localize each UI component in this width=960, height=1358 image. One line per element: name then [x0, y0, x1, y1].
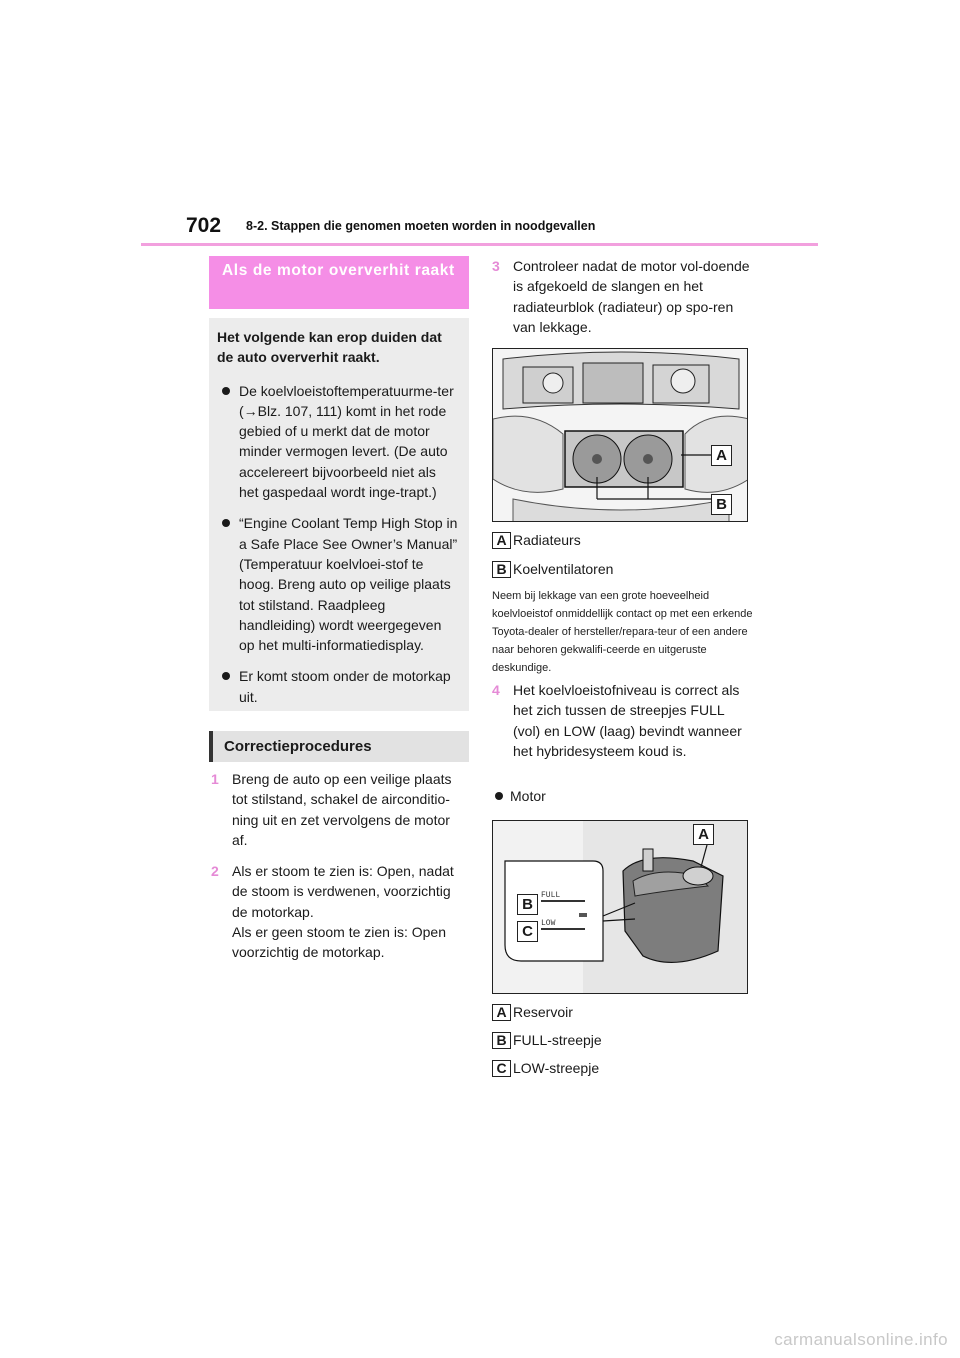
step-3-body [492, 256, 754, 337]
legend-text: Koelventilatoren [513, 561, 614, 577]
full-mark-text: FULL [541, 891, 561, 900]
procedure-steps [211, 769, 469, 974]
legend-badge: B [492, 1032, 511, 1049]
bullet-text: Er komt stoom onder de motorkap uit. [239, 668, 451, 705]
step-4 [492, 680, 754, 772]
leak-note: Neem bij lekkage van een grote hoeveelheid koelvloeistof onmiddellijk contact op met een erkende Toyota-dealer of hersteller/repara-teur of een andere naar behoren gekwalifi-ceerde en uitgeruste deskundige. [492, 590, 753, 674]
radiator-illustration [492, 348, 748, 522]
watermark: carmanualsonline.info [774, 1330, 948, 1349]
legend-item [492, 1030, 602, 1050]
bullet-text: Motor [510, 788, 546, 804]
step-number: 1 [211, 771, 219, 787]
step-2 [211, 861, 469, 922]
engine-bay-drawing [493, 349, 748, 522]
bullet-icon [222, 672, 230, 680]
label-a: A [693, 824, 714, 845]
procedures-heading: Correctieprocedures [209, 731, 469, 762]
bullet-icon [222, 387, 230, 395]
step-number: 3 [492, 258, 500, 274]
legend-badge: B [492, 561, 511, 578]
list-item [217, 513, 459, 655]
header-divider [141, 243, 818, 246]
step-text: Breng de auto op een veilige plaats tot stilstand, schakel de airconditio-ning uit en zet vervolgens de motor af. [232, 771, 452, 848]
step-1 [211, 769, 469, 850]
list-item [217, 381, 459, 503]
step-text: Controleer nadat de motor vol-doende is afgekoeld de slangen en het radiateurblok (radiateur) op spo-ren van lekkage. [513, 258, 750, 335]
reservoir-illustration [492, 820, 748, 994]
list-item [217, 666, 459, 707]
step-text: Als er stoom te zien is: Open, nadat de stoom is verdwenen, voorzichtig de motorkap. [232, 863, 454, 920]
label-b: B [711, 494, 732, 515]
legend-badge: A [492, 1004, 511, 1021]
symptoms-panel [209, 318, 469, 711]
step-3 [492, 256, 754, 348]
legend-text: LOW-streepje [513, 1060, 600, 1076]
legend-item [492, 530, 581, 550]
legend-badge: C [492, 1060, 511, 1077]
symptoms-intro: Het volgende kan erop duiden dat de auto oververhit raakt. [217, 329, 442, 366]
legend-text: FULL-streepje [513, 1032, 602, 1048]
legend-item [492, 1002, 573, 1022]
legend-text: Reservoir [513, 1004, 573, 1020]
chapter-title: 8-2. Stappen die genomen moeten worden in noodgevallen [246, 219, 596, 233]
bullet-text: De koelvloeistoftemperatuurme-ter (→Blz. 107, 111) komt in het rode gebied of u merkt dat de motor minder vermogen levert. (De auto accelereert bijvoorbeeld niet als het gaspedaal wordt inge-trapt.) [239, 382, 454, 501]
list-item [492, 786, 546, 806]
page-number: 702 [186, 214, 222, 237]
label-b: B [517, 894, 538, 915]
legend-text: Radiateurs [513, 532, 581, 548]
legend-badge: A [492, 532, 511, 549]
bullet-text: “Engine Coolant Temp High Stop in a Safe Place See Owner’s Manual” (Temperatuur koelvloei-stof te hoog. Breng auto op veilige plaats tot stilstand. Raadpleeg handleiding) wordt weergegeven op het multi-informatiedisplay. [239, 515, 458, 654]
label-a: A [711, 445, 732, 466]
step-text: Het koelvloeistofniveau is correct als het zich tussen de streepjes FULL (vol) en LOW (laag) bevindt wanneer het hybridesysteem koud is. [513, 682, 742, 759]
label-c: C [517, 921, 538, 942]
step-2-alt [211, 922, 469, 963]
step-4-body [492, 680, 754, 761]
low-mark-text: LOW [541, 919, 556, 928]
legend-item [492, 559, 613, 579]
step-number: 2 [211, 863, 219, 880]
bullet-icon [222, 519, 230, 527]
legend-item [492, 1058, 599, 1078]
bullet-icon [495, 792, 503, 800]
step-text: Als er geen stoom te zien is: Open voorzichtig de motorkap. [232, 924, 446, 961]
step-number: 4 [492, 682, 500, 698]
section-title: Als de motor oververhit raakt [209, 256, 469, 309]
